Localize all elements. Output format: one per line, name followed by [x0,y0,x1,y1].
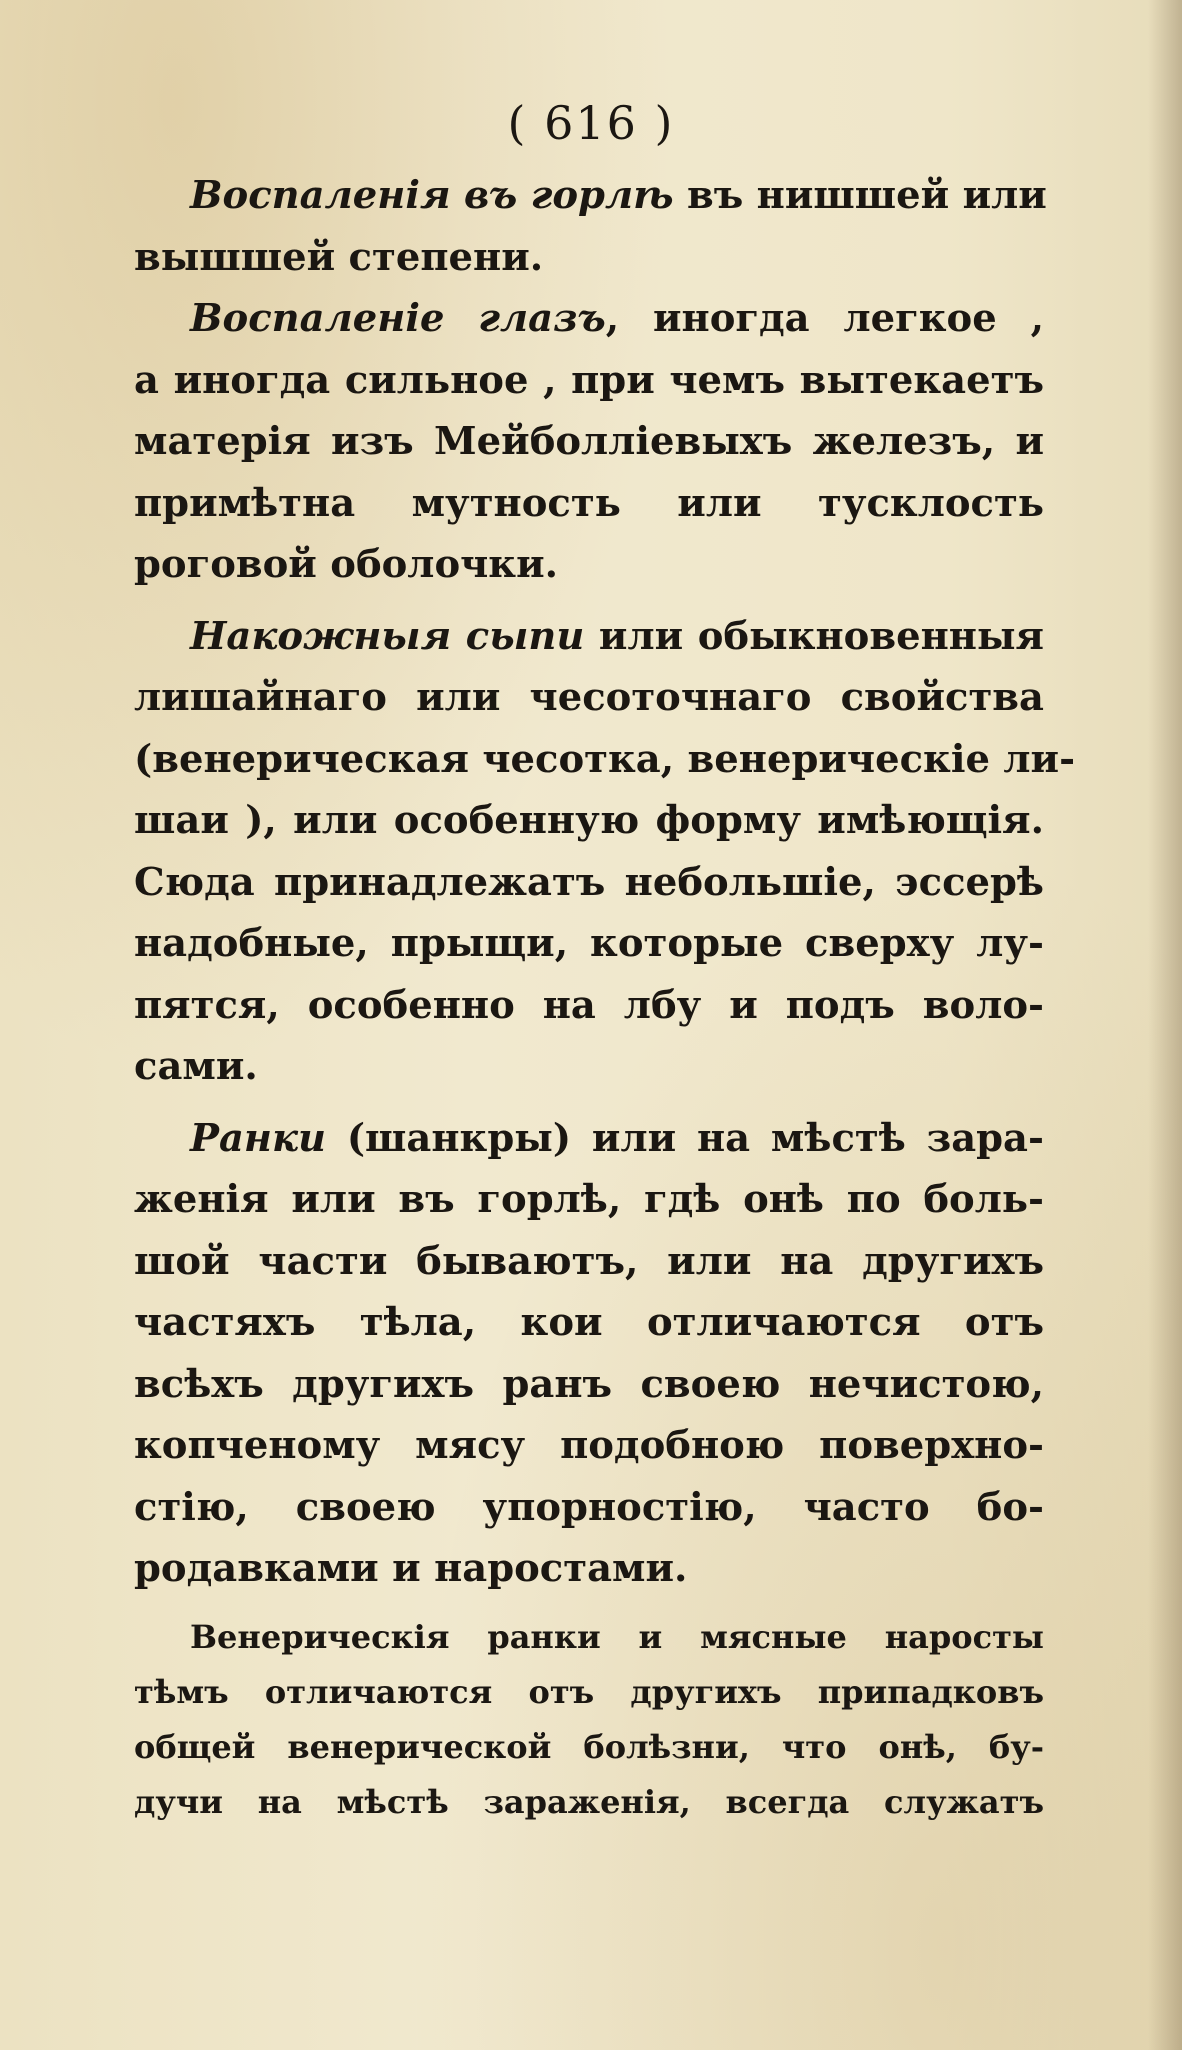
text-line: пятся, особенно на лбу и подъ воло- [134,982,1044,1028]
text-line: примѣтна мутность или тусклость [134,480,1044,526]
text-line: родавками и наростами. [134,1546,688,1591]
text-line: Венерическія ранки и мясные наросты [190,1617,1044,1656]
text-line: всѣхъ другихъ ранъ своею нечистою, [134,1361,1044,1407]
paragraph-rash [134,606,1076,1098]
line-text: (шанкры) или на мѣстѣ зара- [326,1115,1044,1161]
text-line [134,606,1044,668]
text-line: сами. [134,1044,258,1089]
body-text [134,165,1076,1830]
text-line: шаи ), или особенную форму имѣющія. [134,798,1044,843]
text-line: копченому мясу подобною поверхно- [134,1423,1044,1468]
text-line: (венерическая чесотка, венерическіе ли- [134,736,1076,782]
line-text: , иногда легкое , [605,296,1044,341]
paragraph-sores [134,1108,1044,1600]
page-number: ( 616 ) [507,96,675,150]
line-text: въ нишшей или [673,173,1047,218]
text-line: стію, своею упорностію, часто бо- [134,1484,1044,1530]
text-line: частяхъ тѣла, кои отличаются отъ [134,1300,1044,1345]
paragraph-throat [134,165,1047,288]
text-line: тѣмъ отличаются отъ другихъ припадковъ [134,1672,1044,1711]
term-italic: Накожныя сыпи [190,613,585,659]
text-line: общей венерической болѣзни, что онѣ, бу- [134,1727,1044,1766]
text-line [134,165,1047,227]
term-italic: Воспаленіе глазъ [190,296,606,341]
text-line: матерія изъ Мейболліевыхъ железъ, и [134,419,1044,464]
term-italic: Воспаленія въ горлѣ [190,173,674,218]
page-edge-shadow [1148,0,1182,2050]
text-line: роговой оболочки. [134,542,559,587]
text-line: а иногда сильное , при чемъ вытекаетъ [134,357,1044,403]
text-line: дучи на мѣстѣ зараженія, всегда служатъ [134,1782,1044,1821]
paragraph-note [134,1610,1044,1830]
text-line: шой части бываютъ, или на другихъ [134,1238,1044,1284]
line-text: или обыкновенныя [584,613,1044,659]
text-line: вышшей степени. [134,234,544,280]
text-line [134,1108,1044,1170]
text-line: лишайнаго или чесоточнаго свойства [134,675,1044,720]
text-line: женія или въ горлѣ, гдѣ онѣ по боль- [134,1177,1044,1222]
text-line: Сюда принадлежатъ небольшіе, эссерѣ [134,859,1044,905]
text-line: надобные, прыщи, которые сверху лу- [134,921,1044,966]
paragraph-eyes [134,288,1044,596]
text-line [134,288,1044,350]
term-italic: Ранки [190,1115,327,1161]
